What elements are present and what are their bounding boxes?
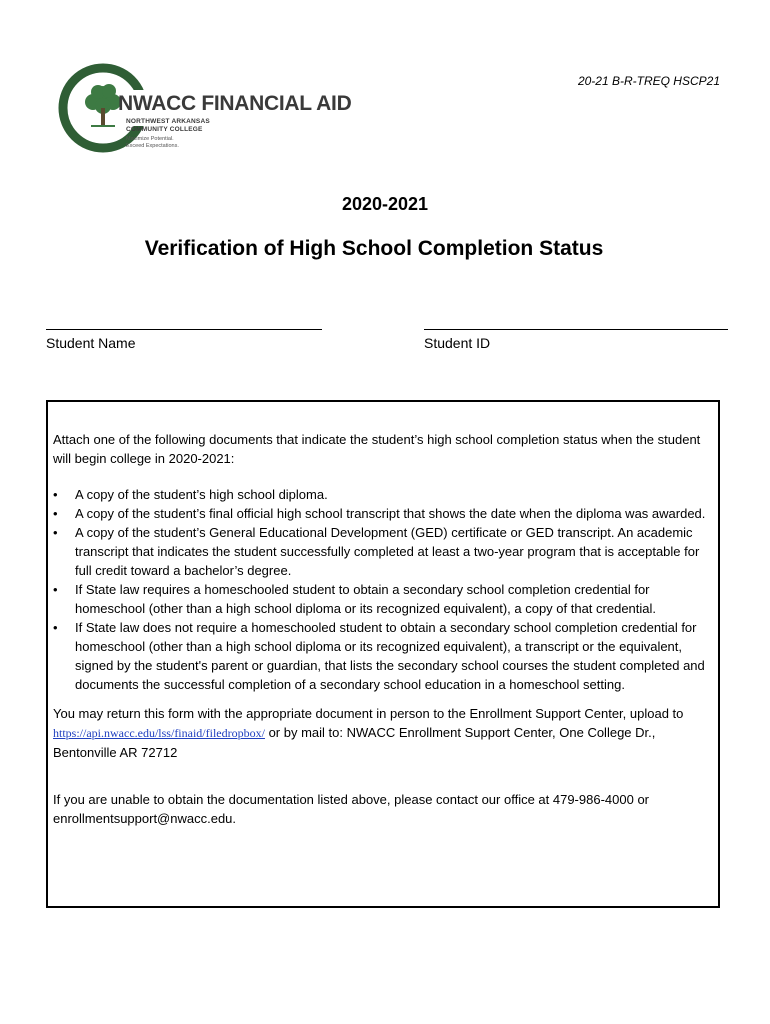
student-id-label: Student ID: [424, 335, 491, 351]
logo-sub-line: NORTHWEST ARKANSAS: [126, 118, 210, 125]
instructions-intro: Attach one of the following documents that indicate the student’s high school completion status when the student will begin college in 2020-2021:: [53, 432, 701, 466]
document-options-list: [53, 485, 714, 694]
logo-tagline: [126, 136, 179, 149]
file-dropbox-link[interactable]: https://api.nwacc.edu/lss/finaid/filedropbox/: [53, 726, 265, 740]
list-item: • A copy of the student’s General Educational Development (GED) certificate or GED transcript. An academic transcript that indicates the student successfully completed at least a two-year program that is acceptable for full credit toward a bachelor’s degree.: [53, 523, 714, 580]
logo-name: NWACC FINANCIAL AID: [118, 92, 352, 115]
contact-instructions: If you are unable to obtain the documentation listed above, please contact our office at 479-986-4000 or enrollmentsupport@nwacc.edu.: [53, 792, 650, 826]
logo-tag-line: Exceed Expectations.: [126, 142, 179, 149]
return-instructions: [53, 704, 714, 762]
nwacc-financial-aid-logo: [58, 62, 352, 154]
aid-year: 2020-2021: [341, 194, 429, 214]
student-id-field[interactable]: [424, 328, 728, 351]
student-name-label: Student Name: [46, 335, 136, 351]
logo-sub-line: COMMUNITY COLLEGE: [126, 125, 203, 133]
list-item: • If State law requires a homeschooled student to obtain a secondary school completion credential for homeschool (other than a high school diploma or its recognized equivalent), a copy of that credential.: [53, 580, 714, 618]
student-id-line[interactable]: [424, 328, 728, 330]
instructions-box: [46, 400, 720, 908]
student-name-field[interactable]: [46, 328, 322, 351]
list-item: • If State law does not require a homeschooled student to obtain a secondary school completion credential for homeschool (other than a high school diploma or its recognized equivalent), a transcript or the equivalent, signed by the student's parent or guardian, that lists the secondary school courses the student completed and documents the successful completion of a secondary school education in a homeschool setting.: [53, 618, 714, 694]
list-item: • A copy of the student’s final official high school transcript that shows the date when the diploma was awarded.: [53, 504, 714, 523]
logo-tag-line: Maximize Potential.: [126, 136, 174, 142]
form-code: 20-21 B-R-TREQ HSCP21: [577, 74, 720, 88]
page-title: Verification of High School Completion Status: [144, 237, 604, 260]
return-text-after: or by mail to: NWACC Enrollment Support Center, One College Dr., Bentonville AR 72712: [53, 725, 656, 760]
return-text-before: You may return this form with the appropriate document in person to the Enrollment Support Center, upload to: [53, 706, 684, 721]
list-item: • A copy of the student’s high school diploma.: [53, 485, 714, 504]
student-name-line[interactable]: [46, 328, 322, 330]
logo-subtitle: [126, 118, 210, 133]
